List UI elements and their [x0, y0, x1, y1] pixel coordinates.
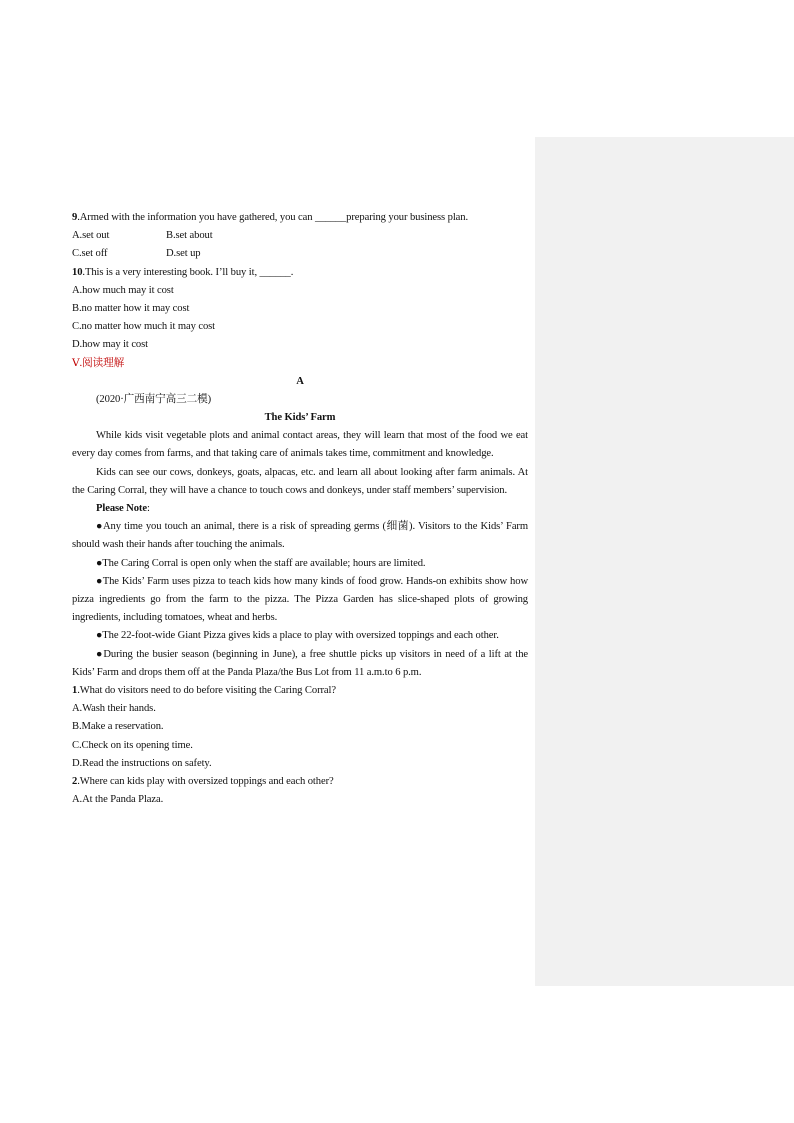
option-b: B.Make a reservation.	[72, 721, 164, 733]
note-bullet: ●The Kids’ Farm uses pizza to teach kids how many kinds of food grow. Hands-on exhibits show how pizza ingredients go from the farm to the pizza. The Pizza Garden has slice-shaped plots of growing ingredients, including tomatoes, wheat and herbs.	[72, 575, 528, 624]
comment-pane	[535, 137, 794, 986]
option-c: C.Check on its opening time.	[72, 739, 193, 751]
passage-source: (2020·广西南宁高三二模)	[96, 393, 212, 405]
question-number: 2	[72, 776, 78, 788]
note-heading	[72, 500, 528, 518]
question-number: 1	[72, 685, 78, 697]
question-2-stem	[72, 773, 528, 791]
option-c: C.no matter how much it may cost	[72, 321, 216, 333]
question-9-options-row-2	[72, 245, 528, 263]
option-b: B.set about	[166, 230, 213, 242]
option-a: A.set out	[72, 230, 110, 242]
document-body	[72, 209, 528, 809]
question-9-options-row-1	[72, 227, 528, 245]
question-number: 9	[72, 212, 78, 223]
option-d: D.how may it cost	[72, 339, 148, 351]
note-label: Please Note	[96, 503, 147, 515]
option-d: D.set up	[166, 248, 201, 260]
question-number: 10	[72, 266, 83, 278]
note-colon: :	[146, 503, 150, 515]
question-text: .What do visitors need to do before visiting the Caring Corral?	[77, 685, 336, 697]
option-c: C.set off	[72, 248, 108, 260]
note-bullet: ●The Caring Corral is open only when the staff are available; hours are limited.	[96, 557, 426, 569]
option-b: B.no matter how it may cost	[72, 302, 190, 314]
note-bullet: ●During the busier season (beginning in June), a free shuttle picks up visitors in need of a lift at the Kids’ Farm and drops them off at the Panda Plaza/the Bus Lot from 11 a.m.to 6 p.m.	[72, 648, 528, 678]
section-heading: Ⅴ.阅读理解	[72, 357, 125, 369]
note-bullet: ●The 22-foot-wide Giant Pizza gives kids a place to play with oversized toppings and each other.	[96, 630, 499, 642]
question-text: .Where can kids play with oversized toppings and each other?	[77, 776, 334, 788]
option-a: A.At the Panda Plaza.	[72, 794, 164, 806]
note-bullet: ●Any time you touch an animal, there is a risk of spreading germs (细菌). Visitors to the Kids’ Farm should wash their hands after touching the animals.	[72, 521, 528, 551]
question-9-stem	[72, 209, 528, 227]
question-1-stem	[72, 682, 528, 700]
question-text: .This is a very interesting book. I’ll buy it, ______.	[82, 266, 294, 278]
passage-letter: A	[296, 375, 304, 387]
question-10-stem	[72, 264, 528, 282]
option-a: A.Wash their hands.	[72, 703, 156, 715]
passage-paragraph: Kids can see our cows, donkeys, goats, alpacas, etc. and learn all about looking after farm animals. At the Caring Corral, they will have a chance to touch cows and donkeys, under staff members’ supervision.	[72, 466, 528, 496]
passage-title: The Kids’ Farm	[264, 412, 336, 424]
question-text: .Armed with the information you have gathered, you can ______preparing your business plan.	[77, 212, 469, 223]
option-a: A.how much may it cost	[72, 284, 174, 296]
passage-paragraph: While kids visit vegetable plots and animal contact areas, they will learn that most of the food we eat every day comes from farms, and that taking care of animals takes time, commitment and knowledge.	[72, 430, 528, 460]
option-d: D.Read the instructions on safety.	[72, 757, 212, 769]
